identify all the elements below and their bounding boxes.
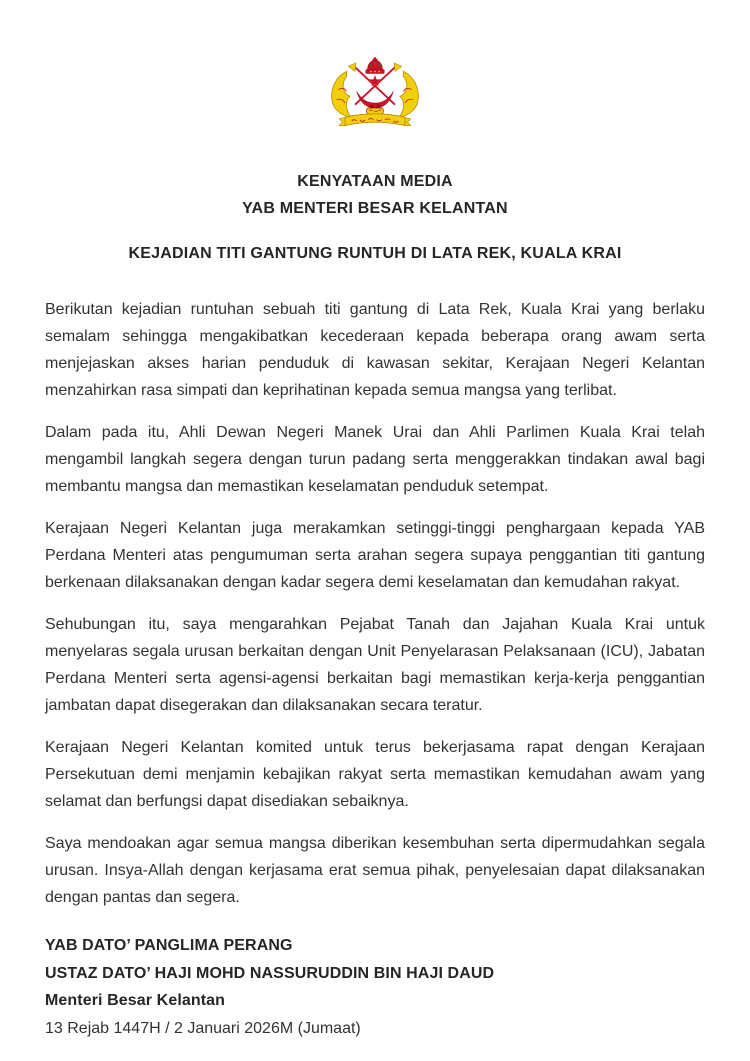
document-header [0, 168, 750, 222]
signatory-position: Menteri Besar Kelantan [45, 992, 226, 1009]
paragraph-3: Kerajaan Negeri Kelantan juga merakamkan setinggi-tinggi penghargaan kepada YAB Perdana Menteri atas pengumuman serta arahan segera supaya penggantian titi gantung berkenaan dilaksanakan dengan kadar segera demi keselamatan dan kemudahan rakyat. [45, 520, 705, 591]
paragraph-1: Berikutan kejadian runtuhan sebuah titi gantung di Lata Rek, Kuala Krai yang berlaku semalam sehingga mengakibatkan kecederaan kepada beberapa orang awam serta menjejaskan akses harian penduduk di kawasan sekitar, Kerajaan Negeri Kelantan menzahirkan rasa simpati dan keprihatinan kepada semua mangsa yang terlibat. [45, 301, 705, 399]
paragraph-4: Sehubungan itu, saya mengarahkan Pejabat Tanah dan Jajahan Kuala Krai untuk menyelaras segala urusan berkaitan dengan Unit Penyelarasan Pelaksanaan (ICU), Jabatan Perdana Menteri serta agensi-agensi berkaitan bagi memastikan kerja-kerja penggantian jambatan dapat disegerakan dan dilaksanakan secara teratur. [45, 616, 705, 714]
kelantan-crest-icon [325, 56, 425, 140]
document-title-line2: YAB MENTERI BESAR KELANTAN [242, 200, 508, 217]
kelantan-state-crest [325, 56, 425, 140]
signatory-name: USTAZ DATO’ HAJI MOHD NASSURUDDIN BIN HAJI DAUD [45, 964, 495, 982]
signature-date: 13 Rejab 1447H / 2 Januari 2026M (Jumaat) [45, 1019, 361, 1037]
signature-block [45, 932, 705, 1042]
paragraph-6: Saya mendoakan agar semua mangsa diberikan kesembuhan serta dipermudahkan segala urusan. Insya-Allah dengan kerjasama erat semua pihak, penyelesaian dapat dilaksanakan dengan pantas dan segera. [45, 835, 705, 906]
body-text [45, 296, 705, 911]
subject-title: KEJADIAN TITI GANTUNG RUNTUH DI LATA REK, KUALA KRAI [128, 245, 622, 262]
document-title-line1: KENYATAAN MEDIA [297, 173, 453, 190]
signatory-honorific: YAB DATO’ PANGLIMA PERANG [45, 937, 293, 954]
paragraph-5: Kerajaan Negeri Kelantan komited untuk terus bekerjasama rapat dengan Kerajaan Persekutuan demi menjamin kebajikan rakyat serta memastikan kemudahan awam yang selamat dan berfungsi dapat disediakan sebaiknya. [45, 739, 705, 810]
paragraph-2: Dalam pada itu, Ahli Dewan Negeri Manek Urai dan Ahli Parlimen Kuala Krai telah mengambil langkah segera dengan turun padang serta menggerakkan tindakan awal bagi membantu mangsa dan memastikan keselamatan penduduk setempat. [45, 424, 705, 495]
